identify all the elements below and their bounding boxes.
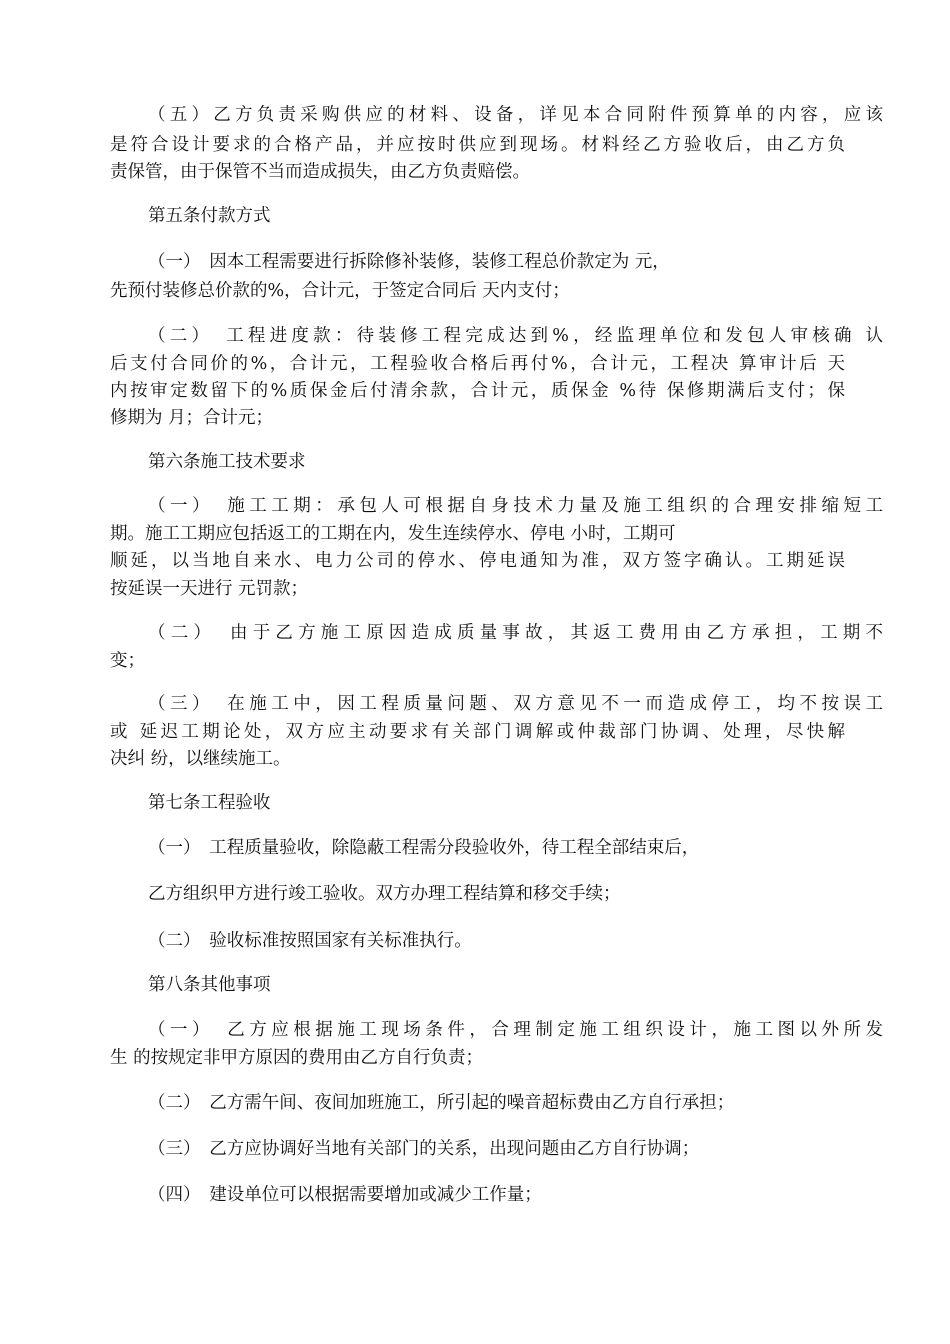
article-7-item-1-line-1: （一） 工程质量验收，除隐蔽工程需分段验收外，待工程全部结束后，	[148, 838, 700, 858]
article-6-item-3-line-3: 决纠 纷，以继续施工。	[110, 749, 291, 769]
article-6-item-1-line-4: 按延误一天进行 元罚款；	[110, 579, 309, 599]
article-6-item-2-line-1: （二） 由于乙方施工原因造成质量事故，其返工费用由乙方承担，工期不	[148, 623, 883, 643]
article-6-item-3-line-1: （三） 在施工中，因工程质量问题、双方意见不一而造成停工，均不按误工	[148, 694, 883, 714]
article-6-item-3-line-2: 或 延迟工期论处，双方应主动要求有关部门调解或仲裁部门协调、处理，尽快解	[110, 722, 845, 742]
article-6-title: 第六条施工技术要求	[148, 452, 306, 472]
article-5-item-1-line-2: 先预付装修总价款的%，合计元，于签定合同后 天内支付；	[110, 281, 570, 301]
clause-5-line-3: 责保管，由于保管不当而造成损失，由乙方负责赔偿。	[110, 162, 530, 182]
article-5-item-2-line-4: 修期为 月；合计元；	[110, 408, 274, 428]
article-8-item-4: （四） 建设单位可以根据需要增加或减少工作量；	[148, 1185, 542, 1205]
article-8-item-1-line-1: （一） 乙方应根据施工现场条件，合理制定施工组织设计，施工图以外所发	[148, 1020, 883, 1040]
article-6-item-2-line-2: 变；	[110, 651, 145, 671]
clause-5-line-2: 是符合设计要求的合格产品，并应按时供应到现场。材料经乙方验收后，由乙方负	[110, 135, 845, 155]
article-8-item-3: （三） 乙方应协调好当地有关部门的关系，出现问题由乙方自行协调；	[148, 1139, 700, 1159]
article-8-item-2: （二） 乙方需午间、夜间加班施工，所引起的噪音超标费由乙方自行承担；	[148, 1093, 735, 1113]
article-8-item-1-line-2: 生 的按规定非甲方原因的费用由乙方自行负责；	[110, 1048, 484, 1068]
clause-5-line-1: （五）乙方负责采购供应的材料、设备，详见本合同附件预算单的内容，应该	[148, 105, 883, 125]
article-8-title: 第八条其他事项	[148, 975, 271, 995]
article-7-item-2: （二） 验收标准按照国家有关标准执行。	[148, 931, 472, 951]
article-7-item-1-line-2: 乙方组织甲方进行竣工验收。双方办理工程结算和移交手续；	[148, 884, 621, 904]
article-5-title: 第五条付款方式	[148, 206, 271, 226]
article-6-item-1-line-3: 顺延，以当地自来水、电力公司的停水、停电通知为准，双方签字确认。工期延误	[110, 551, 845, 571]
article-7-title: 第七条工程验收	[148, 793, 271, 813]
article-5-item-1-line-1: （一） 因本工程需要进行拆除修补装修，装修工程总价款定为 元，	[148, 252, 670, 272]
article-5-item-2-line-3: 内按审定数留下的%质保金后付清余款，合计元，质保金 %待 保修期满后支付；保	[110, 381, 845, 401]
article-6-item-1-line-1: （一） 施工工期：承包人可根据自身技术力量及施工组织的合理安排缩短工	[148, 496, 883, 516]
article-5-item-2-line-2: 后支付合同价的%，合计元，工程验收合格后再付%，合计元，工程决 算审计后 天	[110, 354, 845, 374]
article-5-item-2-line-1: （二） 工程进度款：待装修工程完成达到%，经监理单位和发包人审核确 认	[148, 326, 883, 346]
article-6-item-1-line-2: 期。施工工期应包括返工的工期在内，发生连续停水、停电 小时，工期可	[110, 524, 676, 544]
